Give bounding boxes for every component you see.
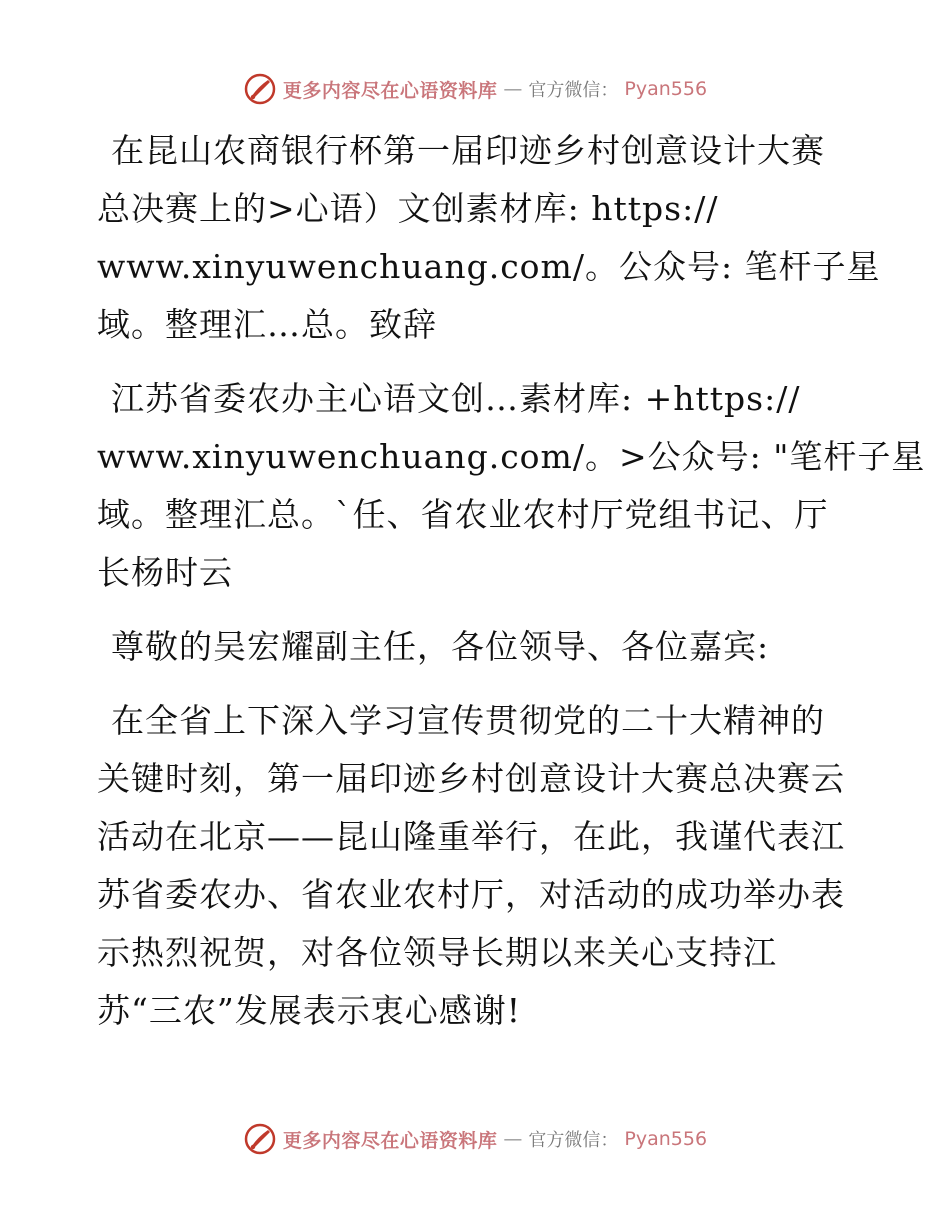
- watermark-official-label: 官方微信：: [528, 1130, 619, 1151]
- text-line: 在昆山农商银行杯第一届印迹乡村创意设计大赛: [111, 131, 825, 170]
- text-line: 示热烈祝贺，对各位领导长期以来关心支持江: [97, 933, 777, 972]
- watermark-dash: —: [503, 78, 523, 100]
- watermark-wechat-id: Pyan556: [624, 78, 708, 100]
- watermark-dash: —: [503, 1128, 523, 1150]
- text-line: 江苏省委农办主心语文创…素材库: +https://: [111, 379, 801, 418]
- text-line: 长杨时云: [97, 553, 233, 592]
- header-watermark: [0, 72, 950, 106]
- paragraph-3: [97, 618, 857, 676]
- text-line: 苏省委农办、省农业农村厅，对活动的成功举办表: [97, 875, 845, 914]
- text-line: 域。整理汇…总。致辞: [97, 305, 437, 344]
- text-line: 苏“三农”发展表示衷心感谢!: [97, 991, 522, 1030]
- brush-logo-icon: [243, 72, 277, 106]
- watermark-official-label: 官方微信：: [528, 80, 619, 101]
- watermark-main-text: 更多内容尽在心语资料库: [282, 1129, 498, 1152]
- watermark-wechat-id: Pyan556: [624, 1128, 708, 1150]
- footer-watermark: [0, 1122, 950, 1156]
- paragraph-1: [97, 122, 881, 354]
- text-line: 总决赛上的>心语）文创素材库: https://: [97, 189, 719, 228]
- watermark-main-text: 更多内容尽在心语资料库: [282, 79, 498, 102]
- text-line: 域。整理汇总。`任、省农业农村厅党组书记、厅: [97, 495, 829, 534]
- text-line: 尊敬的吴宏耀副主任，各位领导、各位嘉宾:: [111, 627, 770, 666]
- text-line: 在全省上下深入学习宣传贯彻党的二十大精神的: [111, 701, 825, 740]
- text-line: 活动在北京——昆山隆重举行，在此，我谨代表江: [97, 817, 845, 856]
- text-line: www.xinyuwenchuang.com/。公众号: 笔杆子星: [97, 247, 881, 286]
- brush-logo-icon: [243, 1122, 277, 1156]
- document-body: [97, 122, 926, 1056]
- text-line: www.xinyuwenchuang.com/。>公众号: "笔杆子星: [97, 437, 926, 476]
- paragraph-2: [97, 370, 926, 602]
- text-line: 关键时刻，第一届印迹乡村创意设计大赛总决赛云: [97, 759, 845, 798]
- paragraph-4: [97, 692, 857, 1040]
